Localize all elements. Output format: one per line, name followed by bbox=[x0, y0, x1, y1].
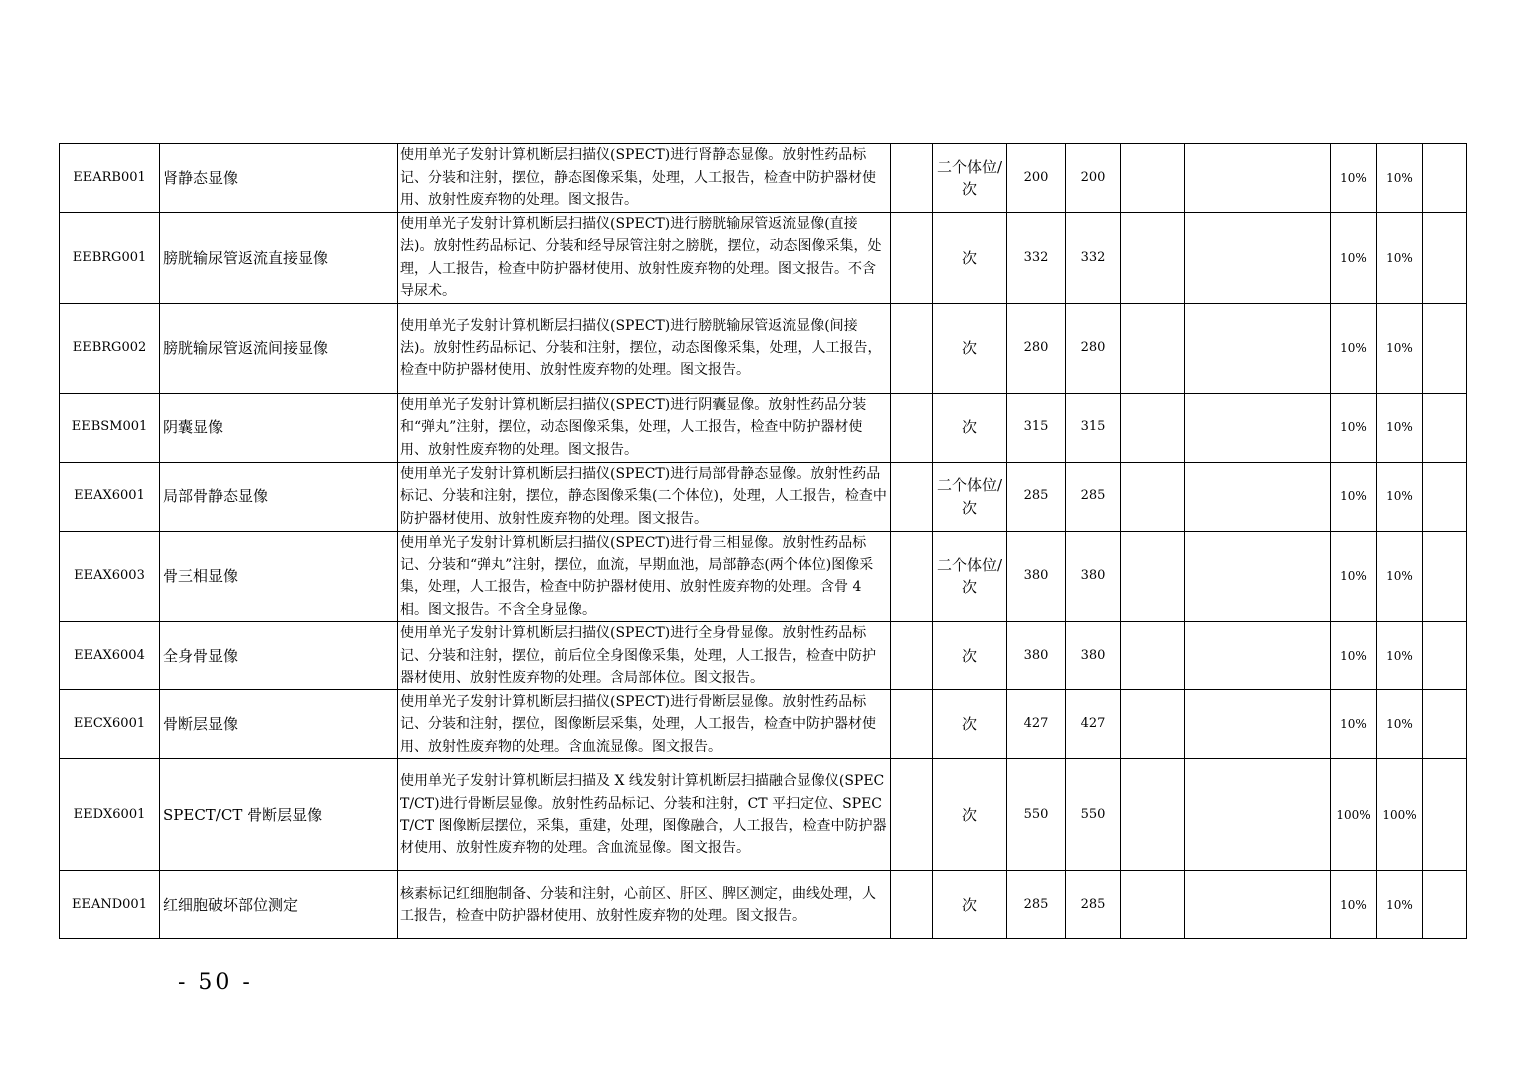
item-ratio-b: 10% bbox=[1377, 393, 1423, 462]
item-price-c bbox=[1121, 303, 1185, 393]
page-number: - 50 - bbox=[178, 970, 253, 995]
item-price-b: 332 bbox=[1066, 213, 1121, 304]
item-last bbox=[1423, 144, 1467, 213]
item-name: 全身骨显像 bbox=[160, 622, 398, 690]
item-price-a: 280 bbox=[1007, 303, 1066, 393]
item-ratio-b: 10% bbox=[1377, 871, 1423, 939]
item-notes bbox=[1185, 871, 1331, 939]
item-notes bbox=[1185, 144, 1331, 213]
item-notes bbox=[1185, 393, 1331, 462]
item-price-a: 285 bbox=[1007, 462, 1066, 531]
item-exclusions bbox=[891, 393, 933, 462]
item-last bbox=[1423, 213, 1467, 304]
item-ratio-b: 10% bbox=[1377, 144, 1423, 213]
item-notes bbox=[1185, 531, 1331, 622]
item-price-c bbox=[1121, 622, 1185, 690]
item-ratio-a: 10% bbox=[1331, 871, 1377, 939]
item-ratio-a: 100% bbox=[1331, 759, 1377, 871]
item-name: 局部骨静态显像 bbox=[160, 462, 398, 531]
item-name: 骨断层显像 bbox=[160, 690, 398, 759]
item-unit: 二个体位/次 bbox=[933, 144, 1007, 213]
item-price-a: 427 bbox=[1007, 690, 1066, 759]
item-content: 使用单光子发射计算机断层扫描仪(SPECT)进行全身骨显像。放射性药品标记、分装和注射，摆位，前后位全身图像采集，处理，人工报告，检查中防护器材使用、放射性废弃物的处理。含局部体位。图文报告。 bbox=[398, 622, 891, 690]
item-exclusions bbox=[891, 759, 933, 871]
item-name: 红细胞破坏部位测定 bbox=[160, 871, 398, 939]
item-name: 阴囊显像 bbox=[160, 393, 398, 462]
item-exclusions bbox=[891, 213, 933, 304]
item-price-b: 280 bbox=[1066, 303, 1121, 393]
item-last bbox=[1423, 871, 1467, 939]
item-code: EEAX6003 bbox=[60, 531, 160, 622]
item-price-a: 550 bbox=[1007, 759, 1066, 871]
item-code: EEAND001 bbox=[60, 871, 160, 939]
item-exclusions bbox=[891, 871, 933, 939]
item-last bbox=[1423, 531, 1467, 622]
item-ratio-a: 10% bbox=[1331, 531, 1377, 622]
item-price-b: 550 bbox=[1066, 759, 1121, 871]
item-price-c bbox=[1121, 531, 1185, 622]
item-ratio-a: 10% bbox=[1331, 144, 1377, 213]
item-ratio-b: 10% bbox=[1377, 690, 1423, 759]
item-ratio-a: 10% bbox=[1331, 393, 1377, 462]
item-price-c bbox=[1121, 393, 1185, 462]
item-price-b: 380 bbox=[1066, 622, 1121, 690]
item-ratio-a: 10% bbox=[1331, 622, 1377, 690]
item-name: 膀胱输尿管返流间接显像 bbox=[160, 303, 398, 393]
item-notes bbox=[1185, 690, 1331, 759]
item-last bbox=[1423, 393, 1467, 462]
item-price-a: 332 bbox=[1007, 213, 1066, 304]
item-code: EECX6001 bbox=[60, 690, 160, 759]
item-name: 骨三相显像 bbox=[160, 531, 398, 622]
item-name: SPECT/CT 骨断层显像 bbox=[160, 759, 398, 871]
item-ratio-b: 10% bbox=[1377, 213, 1423, 304]
table-row bbox=[60, 303, 1467, 393]
item-unit: 次 bbox=[933, 690, 1007, 759]
item-ratio-a: 10% bbox=[1331, 690, 1377, 759]
item-price-a: 285 bbox=[1007, 871, 1066, 939]
table-row bbox=[60, 531, 1467, 622]
item-unit: 次 bbox=[933, 213, 1007, 304]
item-price-c bbox=[1121, 690, 1185, 759]
pricing-table bbox=[59, 143, 1467, 939]
item-ratio-b: 100% bbox=[1377, 759, 1423, 871]
item-ratio-b: 10% bbox=[1377, 462, 1423, 531]
item-unit: 次 bbox=[933, 303, 1007, 393]
item-content: 使用单光子发射计算机断层扫描仪(SPECT)进行阴囊显像。放射性药品分装和“弹丸”注射，摆位，动态图像采集，处理，人工报告，检查中防护器材使用、放射性废弃物的处理。图文报告。 bbox=[398, 393, 891, 462]
item-ratio-a: 10% bbox=[1331, 213, 1377, 304]
item-unit: 次 bbox=[933, 393, 1007, 462]
item-last bbox=[1423, 690, 1467, 759]
item-content: 核素标记红细胞制备、分装和注射，心前区、肝区、脾区测定，曲线处理，人工报告，检查中防护器材使用、放射性废弃物的处理。图文报告。 bbox=[398, 871, 891, 939]
table-row bbox=[60, 462, 1467, 531]
item-code: EEBSM001 bbox=[60, 393, 160, 462]
item-notes bbox=[1185, 303, 1331, 393]
item-price-c bbox=[1121, 213, 1185, 304]
item-unit: 二个体位/次 bbox=[933, 531, 1007, 622]
item-price-b: 315 bbox=[1066, 393, 1121, 462]
item-last bbox=[1423, 303, 1467, 393]
item-ratio-b: 10% bbox=[1377, 531, 1423, 622]
item-content: 使用单光子发射计算机断层扫描仪(SPECT)进行肾静态显像。放射性药品标记、分装和注射，摆位，静态图像采集，处理，人工报告，检查中防护器材使用、放射性废弃物的处理。图文报告。 bbox=[398, 144, 891, 213]
item-exclusions bbox=[891, 531, 933, 622]
item-price-a: 315 bbox=[1007, 393, 1066, 462]
table-row bbox=[60, 144, 1467, 213]
item-notes bbox=[1185, 759, 1331, 871]
item-content: 使用单光子发射计算机断层扫描及 X 线发射计算机断层扫描融合显像仪(SPECT/CT)进行骨断层显像。放射性药品标记、分装和注射，CT 平扫定位、SPECT/CT 图像断层摆位，采集，重建，处理，图像融合，人工报告，检查中防护器材使用、放射性废弃物的处理。含血流显像。图文报告。 bbox=[398, 759, 891, 871]
item-name: 肾静态显像 bbox=[160, 144, 398, 213]
item-price-c bbox=[1121, 871, 1185, 939]
item-code: EEARB001 bbox=[60, 144, 160, 213]
item-notes bbox=[1185, 622, 1331, 690]
item-price-c bbox=[1121, 462, 1185, 531]
item-exclusions bbox=[891, 690, 933, 759]
table-row bbox=[60, 213, 1467, 304]
item-code: EEBRG001 bbox=[60, 213, 160, 304]
item-ratio-b: 10% bbox=[1377, 303, 1423, 393]
item-price-a: 380 bbox=[1007, 531, 1066, 622]
item-ratio-a: 10% bbox=[1331, 303, 1377, 393]
item-code: EEAX6004 bbox=[60, 622, 160, 690]
item-price-b: 285 bbox=[1066, 871, 1121, 939]
item-price-b: 285 bbox=[1066, 462, 1121, 531]
item-exclusions bbox=[891, 144, 933, 213]
item-content: 使用单光子发射计算机断层扫描仪(SPECT)进行骨断层显像。放射性药品标记、分装和注射，摆位，图像断层采集，处理，人工报告，检查中防护器材使用、放射性废弃物的处理。含血流显像。图文报告。 bbox=[398, 690, 891, 759]
item-price-c bbox=[1121, 144, 1185, 213]
item-ratio-b: 10% bbox=[1377, 622, 1423, 690]
item-content: 使用单光子发射计算机断层扫描仪(SPECT)进行骨三相显像。放射性药品标记、分装和“弹丸”注射，摆位，血流，早期血池，局部静态(两个体位)图像采集，处理，人工报告，检查中防护器材使用、放射性废弃物的处理。含骨 4 相。图文报告。不含全身显像。 bbox=[398, 531, 891, 622]
item-unit: 次 bbox=[933, 759, 1007, 871]
item-code: EEAX6001 bbox=[60, 462, 160, 531]
item-price-b: 427 bbox=[1066, 690, 1121, 759]
item-unit: 二个体位/次 bbox=[933, 462, 1007, 531]
item-exclusions bbox=[891, 303, 933, 393]
item-content: 使用单光子发射计算机断层扫描仪(SPECT)进行膀胱输尿管返流显像(直接法)。放射性药品标记、分装和经导尿管注射之膀胱，摆位，动态图像采集，处理，人工报告，检查中防护器材使用、放射性废弃物的处理。图文报告。不含导尿术。 bbox=[398, 213, 891, 304]
item-price-b: 380 bbox=[1066, 531, 1121, 622]
item-price-c bbox=[1121, 759, 1185, 871]
item-code: EEDX6001 bbox=[60, 759, 160, 871]
table-row bbox=[60, 690, 1467, 759]
item-price-a: 200 bbox=[1007, 144, 1066, 213]
item-name: 膀胱输尿管返流直接显像 bbox=[160, 213, 398, 304]
table-row bbox=[60, 622, 1467, 690]
item-content: 使用单光子发射计算机断层扫描仪(SPECT)进行局部骨静态显像。放射性药品标记、分装和注射，摆位，静态图像采集(二个体位)，处理，人工报告，检查中防护器材使用、放射性废弃物的处理。图文报告。 bbox=[398, 462, 891, 531]
item-notes bbox=[1185, 462, 1331, 531]
item-content: 使用单光子发射计算机断层扫描仪(SPECT)进行膀胱输尿管返流显像(间接法)。放射性药品标记、分装和注射，摆位，动态图像采集，处理，人工报告，检查中防护器材使用、放射性废弃物的处理。图文报告。 bbox=[398, 303, 891, 393]
item-exclusions bbox=[891, 622, 933, 690]
item-exclusions bbox=[891, 462, 933, 531]
item-price-a: 380 bbox=[1007, 622, 1066, 690]
table-row bbox=[60, 759, 1467, 871]
table-row bbox=[60, 871, 1467, 939]
item-last bbox=[1423, 622, 1467, 690]
item-notes bbox=[1185, 213, 1331, 304]
table-row bbox=[60, 393, 1467, 462]
item-unit: 次 bbox=[933, 871, 1007, 939]
item-price-b: 200 bbox=[1066, 144, 1121, 213]
item-last bbox=[1423, 462, 1467, 531]
table-body bbox=[60, 144, 1467, 939]
item-unit: 次 bbox=[933, 622, 1007, 690]
item-code: EEBRG002 bbox=[60, 303, 160, 393]
item-last bbox=[1423, 759, 1467, 871]
item-ratio-a: 10% bbox=[1331, 462, 1377, 531]
